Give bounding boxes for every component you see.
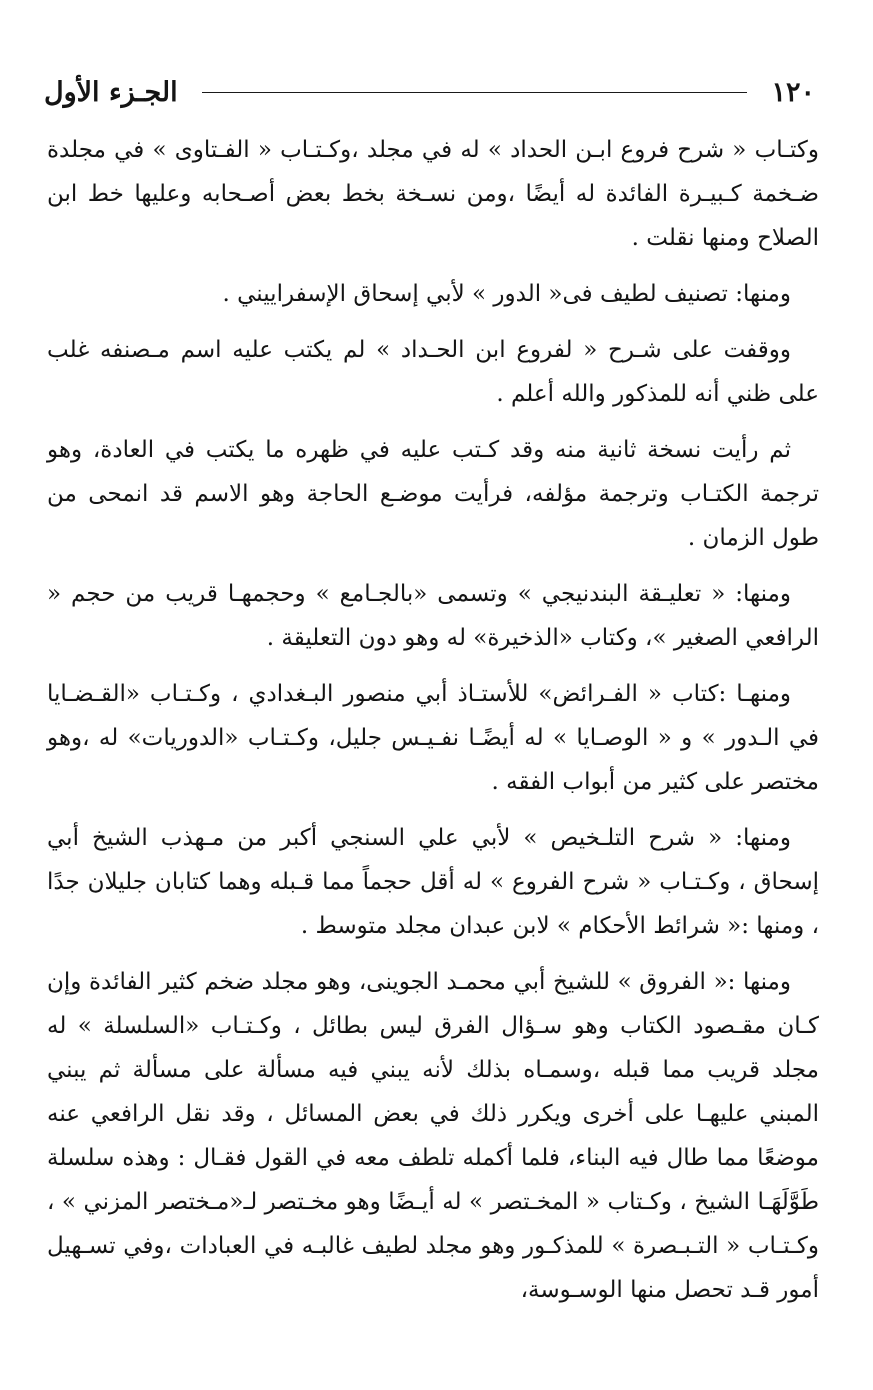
paragraph: ثم رأيت نسخة ثانية منه وقد كـتب عليه في ظهره ما يكتب في العادة، وهو ترجمة الكتـاب وترجمة مؤلفه، فرأيت موضـع الحاجة وهو الاسم قد انمحى من طول الزمان . bbox=[47, 437, 819, 551]
paragraph: ومنها :« الفروق » للشيخ أبي محمـد الجوينى، وهو مجلد ضخم كثير الفائدة وإن كـان مقـصود الكتاب وهو سـؤال الفرق ليس بطائل ، وكـتـاب «السلسلة » له مجلد قريب مما قبله ،وسمـاه بذلك لأنه يبني فيه مسألة على مسألة ثم يبني المبني عليهـا على أخرى ويكرر ذلك في بعض المسائل ، وقد نقل الرافعي عنه موضعًا مما طال فيه البناء، فلما أكمله تلطف معه في القول فقـال : وهذه سلسلة طَوَّلَهَـا الشيخ ، وكـتاب « المخـتصر » له أيـضًا وهو مخـتصر لـ«مـختصر المزني » ، وكـتـاب « التـبـصرة » للمذكـور وهو مجلد لطيف غالبـه في العبادات ،وفي تسـهيل أمور قـد تحصل منها الوسـوسة، bbox=[47, 969, 819, 1303]
paragraph: ومنها: تصنيف لطيف فى« الدور » لأبي إسحاق الإسفراييني . bbox=[222, 281, 791, 307]
header-rule bbox=[202, 92, 748, 93]
part-title: الجـزء الأول bbox=[44, 76, 178, 108]
paragraph: ومنها: « شرح التلـخيص » لأبي علي السنجي أكبر من مـهذب الشيخ أبي إسحاق ، وكـتـاب « شرح الفروع » له أقل حجماً مما قـبله وهما كتابان جليلان جدًا ، ومنها :« شرائط الأحكام » لابن عبدان مجلد متوسط . bbox=[47, 825, 819, 939]
paragraph: وكتـاب « شرح فروع ابـن الحداد » له في مجلد ،وكـتـاب « الفـتاوى » في مجلدة ضـخمة كـبيـرة الفائدة له أيضًا ،ومن نسـخة بخط بعض أصـحابه وعليها خط ابن الصلاح ومنها نقلت . bbox=[47, 137, 819, 251]
paragraph: ومنهـا :كتاب « الفـرائض» للأستـاذ أبي منصور البـغدادي ، وكـتـاب «القـضـايا في الـدور » و « الوصـايا » له أيضًـا نفـيـس جليل، وكـتـاب «الدوريات» له ،وهو مختصر على كثير من أبواب الفقه . bbox=[47, 681, 819, 795]
running-header bbox=[44, 72, 815, 112]
paragraph: ووقفت على شـرح « لفروع ابن الحـداد » لم يكتب عليه اسم مـصنفه غلب على ظني أنه للمذكور والله أعلم . bbox=[47, 337, 819, 407]
page-number: ١٢٠ bbox=[771, 76, 815, 108]
paragraph: ومنها: « تعليـقة البندنيجي » وتسمى «بالجـامع » وحجمهـا قريب من حجم « الرافعي الصغير »، وكتاب «الذخيرة» له وهو دون التعليقة . bbox=[47, 581, 819, 651]
body-text bbox=[47, 128, 819, 1324]
